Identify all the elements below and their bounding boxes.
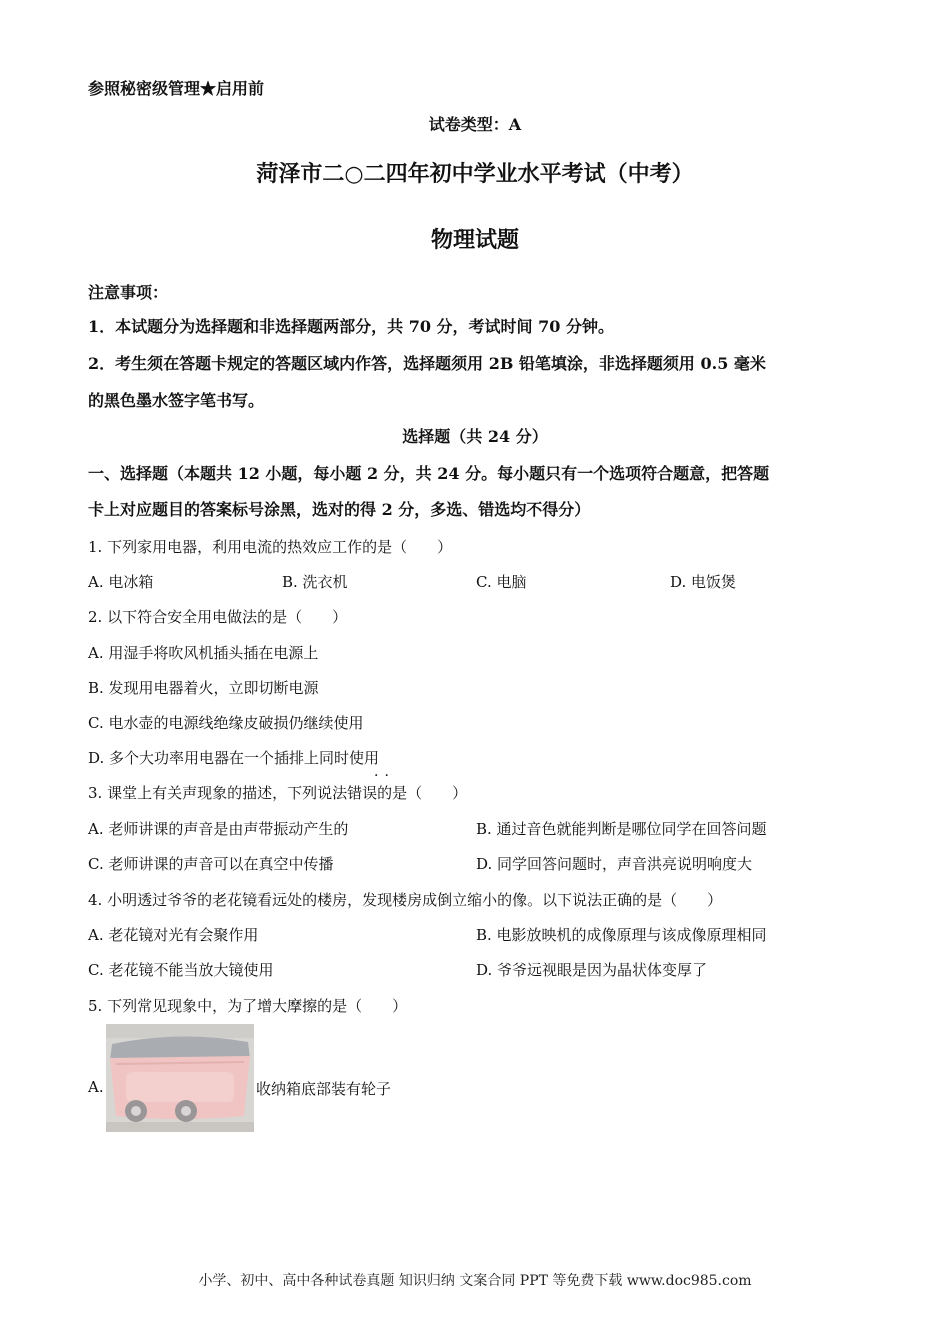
notice-item-2-line-1: 2．考生须在答题卡规定的答题区域内作答，选择题须用 2B 铅笔填涂，非选择题须用 0.5 毫米 bbox=[88, 354, 766, 373]
part-instructions-line-1: 一、选择题（本题共 12 小题，每小题 2 分，共 24 分。每小题只有一个选项符合题意，把答题 bbox=[88, 464, 770, 483]
subject-title: 物理试题 bbox=[430, 227, 519, 253]
page-footer: 小学、初中、高中各种试卷真题 知识归纳 文案合同 PPT 等免费下载 www.doc985.com bbox=[198, 1273, 752, 1289]
storage-box-image bbox=[106, 1024, 254, 1132]
paper-type: 试卷类型：A bbox=[428, 115, 522, 134]
q3-stem: 3. 课堂上有关声现象的描述，下列说法错误的是（ ） bbox=[88, 784, 468, 802]
q5-option-a-text: 收纳箱底部装有轮子 bbox=[256, 1080, 392, 1098]
exam-title: 菏泽市二○二四年初中学业水平考试（中考） bbox=[256, 161, 694, 187]
q3-option-b: B. 通过音色就能判断是哪位同学在回答问题 bbox=[476, 820, 767, 838]
storage-box-icon bbox=[106, 1024, 254, 1132]
confidential-label: 参照秘密级管理★启用前 bbox=[88, 79, 265, 98]
q4-option-b: B. 电影放映机的成像原理与该成像原理相同 bbox=[476, 926, 767, 944]
q1-stem: 1. 下列家用电器，利用电流的热效应工作的是（ ） bbox=[88, 538, 453, 556]
q5-stem: 5. 下列常见现象中，为了增大摩擦的是（ ） bbox=[88, 997, 408, 1015]
q2-stem: 2. 以下符合安全用电做法的是（ ） bbox=[88, 608, 348, 626]
emphasis-dots: ·· bbox=[374, 768, 395, 784]
q1-option-d: D. 电饭煲 bbox=[670, 573, 737, 591]
q2-option-a: A. 用湿手将吹风机插头插在电源上 bbox=[88, 644, 319, 662]
q2-option-d: D. 多个大功率用电器在一个插排上同时使用 bbox=[88, 749, 380, 767]
q4-option-a: A. 老花镜对光有会聚作用 bbox=[88, 926, 259, 944]
section-heading: 选择题（共 24 分） bbox=[402, 427, 548, 446]
q3-option-a: A. 老师讲课的声音是由声带振动产生的 bbox=[88, 820, 349, 838]
q4-option-d: D. 爷爷远视眼是因为晶状体变厚了 bbox=[476, 961, 708, 979]
notice-item-1: 1．本试题分为选择题和非选择题两部分，共 70 分，考试时间 70 分钟。 bbox=[88, 317, 614, 336]
q1-option-c: C. 电脑 bbox=[476, 573, 527, 591]
q3-option-c: C. 老师讲课的声音可以在真空中传播 bbox=[88, 855, 334, 873]
q2-option-c: C. 电水壶的电源线绝缘皮破损仍继续使用 bbox=[88, 714, 364, 732]
q3-option-d: D. 同学回答问题时，声音洪亮说明响度大 bbox=[476, 855, 753, 873]
q5-option-a-label: A. bbox=[88, 1078, 104, 1096]
q4-option-c: C. 老花镜不能当放大镜使用 bbox=[88, 961, 274, 979]
notice-item-2-line-2: 的黑色墨水签字笔书写。 bbox=[88, 391, 265, 410]
q1-option-a: A. 电冰箱 bbox=[88, 573, 154, 591]
q1-option-b: B. 洗衣机 bbox=[282, 573, 348, 591]
q2-option-b: B. 发现用电器着火，立即切断电源 bbox=[88, 679, 319, 697]
notice-heading: 注意事项： bbox=[88, 283, 169, 302]
part-instructions-line-2: 卡上对应题目的答案标号涂黑，选对的得 2 分，多选、错选均不得分） bbox=[88, 500, 591, 519]
q4-stem: 4. 小明透过爷爷的老花镜看远处的楼房，发现楼房成倒立缩小的像。以下说法正确的是（ ） bbox=[88, 891, 723, 909]
